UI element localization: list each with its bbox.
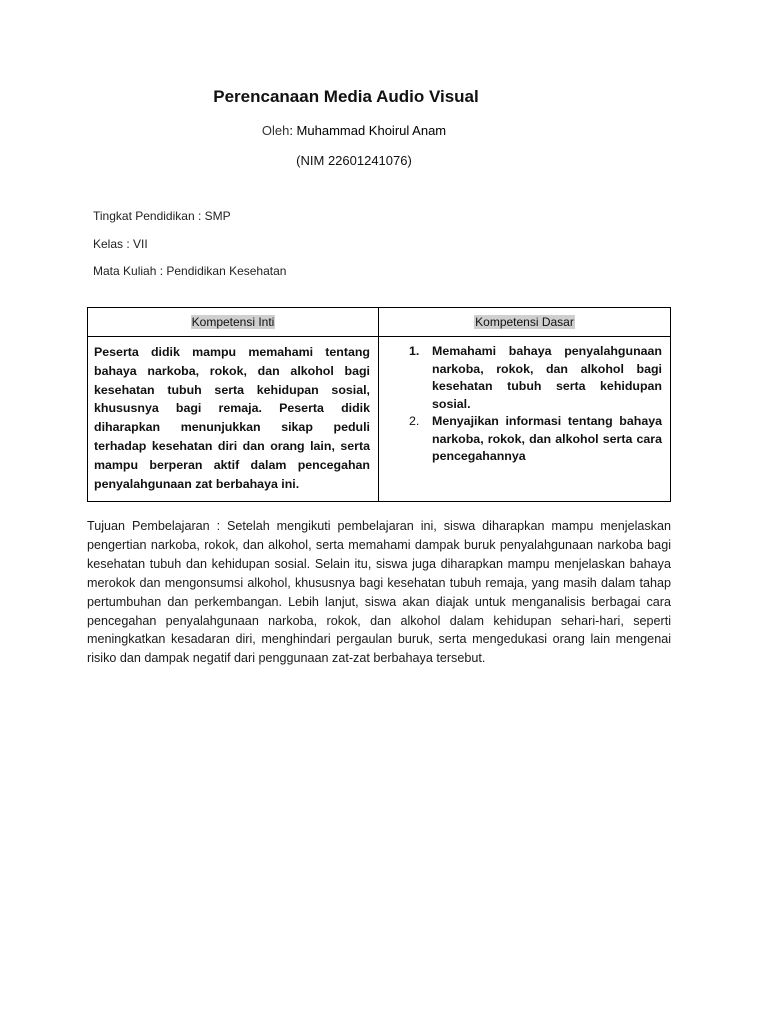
student-nim: (NIM 22601241076): [296, 153, 412, 168]
kompetensi-dasar-list: [387, 343, 662, 466]
meta-kelas: Kelas : VII: [93, 237, 148, 251]
document-title: Perencanaan Media Audio Visual: [213, 87, 479, 106]
kompetensi-inti-cell: Peserta didik mampu memahami tentang bahaya narkoba, rokok, dan alkohol bagi kesehatan tubuh serta kehidupan sosial, khususnya bagi remaja. Peserta didik diharapkan menunjukkan sikap peduli terhadap kesehatan diri dan orang lain, serta mampu berperan aktif dalam pencegahan penyalahgunaan zat berbahaya ini.: [88, 337, 379, 502]
kompetensi-dasar-cell: [379, 337, 671, 502]
author-label: Oleh: [261, 123, 290, 138]
list-item: [387, 343, 662, 413]
kompetensi-table: [87, 307, 671, 502]
author-line: [0, 123, 708, 138]
list-item: [387, 413, 662, 466]
header-label: Kompetensi Dasar: [475, 315, 574, 329]
header-kompetensi-dasar: [379, 308, 671, 337]
header-label: Kompetensi Inti: [191, 315, 275, 329]
tujuan-pembelajaran-paragraph: Tujuan Pembelajaran : Setelah mengikuti pembelajaran ini, siswa diharapkan mampu menjelaskan pengertian narkoba, rokok, dan alkohol, serta memahami dampak buruk penyalahgunaan narkoba bagi kesehatan tubuh dan kehidupan sosial. Selain itu, siswa juga diharapkan mampu menjelaskan bahaya merokok dan mengonsumsi alkohol, khususnya bagi kesehatan tubuh remaja, yang masih dalam tahap pertumbuhan dan perkembangan. Lebih lanjut, siswa akan diajak untuk menganalisis berbagai cara pencegahan penyalahgunaan narkoba, rokok, dan alkohol dalam kehidupan sehari-hari, seperti meningkatkan kesadaran diri, menghindari pergaulan buruk, serta mengedukasi orang lain mengenai risiko dan dampak negatif dari penggunaan zat-zat berbahaya tersebut.: [87, 519, 671, 666]
list-item-text: Menyajikan informasi tentang bahaya narkoba, rokok, dan alkohol serta cara pencegahannya: [432, 414, 662, 463]
list-number: 1.: [409, 344, 420, 358]
list-number: 2.: [409, 414, 420, 428]
table-header-row: [88, 308, 671, 337]
meta-tingkat-pendidikan: Tingkat Pendidikan : SMP: [93, 209, 231, 223]
meta-mata-kuliah: Mata Kuliah : Pendidikan Kesehatan: [93, 264, 287, 278]
list-item-text: Memahami bahaya penyalahgunaan narkoba, rokok, dan alkohol bagi kesehatan tubuh serta kehidupan sosial.: [432, 344, 662, 411]
author-name: : Muhammad Khoirul Anam: [289, 123, 447, 138]
header-kompetensi-inti: [88, 308, 379, 337]
table-row: [88, 337, 671, 502]
